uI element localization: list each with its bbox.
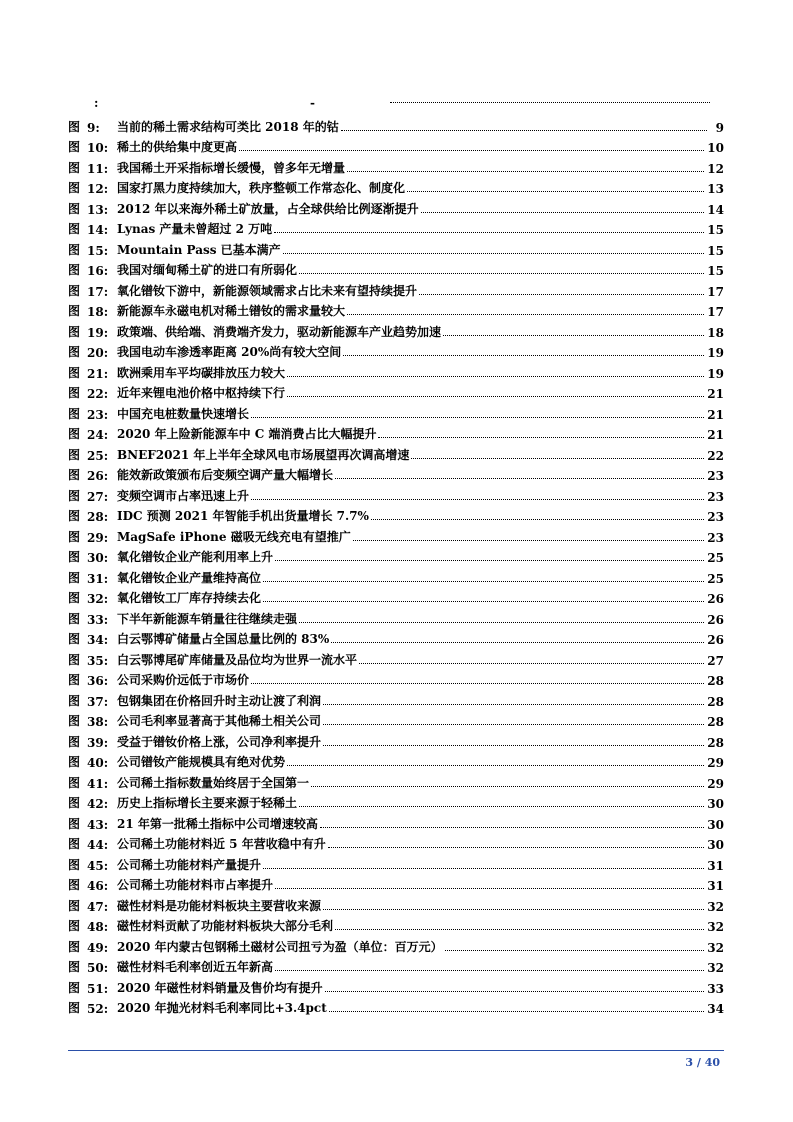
- toc-entry[interactable]: [68, 524, 724, 545]
- page-ref: 13: [707, 182, 724, 196]
- figure-title: 历史上指标增长主要来源于轻稀土: [117, 796, 298, 810]
- toc-entry[interactable]: [68, 135, 724, 156]
- page-ref: 30: [707, 838, 724, 852]
- figure-prefix: 图: [68, 796, 81, 810]
- figure-prefix: 图: [68, 324, 81, 339]
- toc-entry[interactable]: [68, 176, 724, 197]
- dot-leader: [323, 724, 704, 725]
- toc-entry[interactable]: [68, 709, 724, 730]
- page-ref: 17: [707, 305, 724, 319]
- dot-leader: [419, 294, 704, 295]
- figure-number: 36:: [87, 674, 109, 688]
- page-ref: 28: [707, 735, 724, 750]
- figure-prefix: 图: [68, 775, 81, 790]
- figure-title: 变频空调市占率迅速上升: [117, 488, 250, 503]
- figure-prefix: 图: [68, 365, 81, 380]
- figure-title: 公司毛利率显著高于其他稀土相关公司: [117, 714, 322, 728]
- page-ref: 29: [707, 756, 724, 770]
- figure-title: 白云鄂博矿储量占全国总量比例的 83%: [117, 632, 330, 646]
- header-colon: :: [94, 96, 99, 110]
- figure-number: 41:: [87, 776, 109, 791]
- figure-number: 18:: [87, 305, 109, 319]
- figure-number: 37:: [87, 694, 109, 709]
- figure-prefix: 图: [68, 693, 81, 708]
- figure-prefix: 图: [68, 755, 81, 769]
- page-ref: 29: [707, 776, 724, 791]
- figure-number: 11:: [87, 161, 109, 176]
- toc-entry[interactable]: [68, 606, 724, 627]
- figure-number: 21:: [87, 366, 109, 381]
- dot-leader: [287, 765, 704, 766]
- figure-number: 52:: [87, 1002, 109, 1016]
- page-ref: 14: [707, 202, 724, 217]
- figure-number: 16:: [87, 264, 109, 278]
- page-ref: 9: [715, 120, 724, 135]
- figure-prefix: 图: [68, 652, 81, 667]
- figure-prefix: 图: [68, 837, 81, 851]
- figure-number: 26:: [87, 469, 109, 483]
- figure-title: 氧化镨钕下游中，新能源领域需求占比未来有望持续提升: [117, 283, 418, 298]
- page-ref: 27: [707, 653, 724, 668]
- dot-leader: [239, 150, 704, 151]
- figure-prefix: 图: [68, 386, 81, 400]
- figure-title: 能效新政策颁布后变频空调产量大幅增长: [117, 468, 334, 482]
- footer-rule: [68, 1050, 724, 1051]
- page-ref: 23: [707, 489, 724, 504]
- figure-title: 公司稀土指标数量始终居于全国第一: [117, 775, 310, 790]
- figure-prefix: 图: [68, 447, 81, 462]
- figure-number: 51:: [87, 981, 109, 996]
- figure-title: 氧化镨钕企业产量维持高位: [117, 570, 262, 585]
- toc-entry[interactable]: [68, 401, 724, 422]
- page-ref: 25: [707, 571, 724, 586]
- figure-prefix: 图: [68, 509, 81, 523]
- figure-title: 稀土的供给集中度更高: [117, 140, 238, 154]
- figure-number: 45:: [87, 858, 109, 873]
- figure-number: 48:: [87, 920, 109, 934]
- figure-number: 10:: [87, 141, 109, 155]
- toc-entry[interactable]: [68, 586, 724, 607]
- figure-number: 22:: [87, 387, 109, 401]
- page-ref: 32: [707, 940, 724, 955]
- dot-leader: [263, 868, 704, 869]
- dot-leader: [275, 560, 704, 561]
- page-ref: 19: [707, 366, 724, 381]
- dot-leader: [335, 929, 704, 930]
- figure-title: 2020 年抛光材料毛利率同比+3.4pct: [117, 1001, 327, 1015]
- figure-number: 12:: [87, 182, 109, 196]
- figure-number: 9:: [87, 120, 100, 135]
- dot-leader: [335, 478, 704, 479]
- toc-entry[interactable]: [68, 955, 724, 976]
- figure-prefix: 图: [68, 283, 81, 298]
- figure-prefix: 图: [68, 734, 81, 749]
- figure-title: 包钢集团在价格回升时主动让渡了利润: [117, 693, 322, 708]
- figure-number: 14:: [87, 223, 109, 237]
- toc-entry[interactable]: [68, 155, 724, 176]
- toc-entry[interactable]: [68, 934, 724, 955]
- toc-entry[interactable]: [68, 791, 724, 812]
- toc-entry[interactable]: [68, 504, 724, 525]
- figure-number: 47:: [87, 899, 109, 914]
- figure-title: 新能源车永磁电机对稀土镨钕的需求量较大: [117, 304, 346, 318]
- figure-prefix: 图: [68, 857, 81, 872]
- figure-title: 我国稀土开采指标增长缓慢，曾多年无增量: [117, 160, 346, 175]
- figure-number: 19:: [87, 325, 109, 340]
- page-ref: 28: [707, 694, 724, 709]
- figure-prefix: 图: [68, 201, 81, 216]
- page-ref: 12: [707, 161, 724, 176]
- figure-number: 34:: [87, 633, 109, 647]
- figure-number: 31:: [87, 571, 109, 586]
- page-ref: 32: [707, 899, 724, 914]
- figure-number: 44:: [87, 838, 109, 852]
- truncated-header-line: [94, 96, 714, 110]
- toc-entry[interactable]: [68, 483, 724, 504]
- page-ref: 26: [707, 592, 724, 606]
- toc-entry[interactable]: [68, 319, 724, 340]
- page-ref: 31: [707, 879, 724, 893]
- figure-prefix: 图: [68, 898, 81, 913]
- toc-entry[interactable]: [68, 975, 724, 996]
- figure-number: 33:: [87, 612, 109, 627]
- toc-entry[interactable]: [68, 545, 724, 566]
- page-ref: 17: [707, 284, 724, 299]
- figure-number: 43:: [87, 817, 109, 832]
- figure-number: 32:: [87, 592, 109, 606]
- header-dash: -: [310, 96, 315, 110]
- figure-title: 公司稀土功能材料产量提升: [117, 857, 262, 872]
- dot-leader: [283, 253, 705, 254]
- figure-number: 25:: [87, 448, 109, 463]
- dot-leader: [251, 683, 704, 684]
- page-ref: 30: [707, 797, 724, 811]
- figure-prefix: 图: [68, 468, 81, 482]
- dot-leader: [287, 376, 704, 377]
- toc-entry[interactable]: [68, 647, 724, 668]
- dot-leader: [359, 663, 704, 664]
- figure-title: 2012 年以来海外稀土矿放量，占全球供给比例逐渐提升: [117, 201, 419, 216]
- toc-entry[interactable]: [68, 422, 724, 443]
- dot-leader: [311, 786, 704, 787]
- figure-title: 我国对缅甸稀土矿的进口有所弱化: [117, 263, 298, 277]
- page-ref: 19: [707, 346, 724, 360]
- page-ref: 32: [707, 961, 724, 975]
- dot-leader: [347, 314, 704, 315]
- page-ref: 34: [707, 1002, 724, 1016]
- page-ref: 21: [707, 407, 724, 422]
- dot-leader: [347, 171, 704, 172]
- page-ref: 21: [707, 428, 724, 442]
- figure-number: 38:: [87, 715, 109, 729]
- toc-entry[interactable]: [68, 565, 724, 586]
- figure-number: 49:: [87, 940, 109, 955]
- dot-leader: [323, 909, 704, 910]
- figure-number: 23:: [87, 407, 109, 422]
- toc-entry[interactable]: [68, 237, 724, 258]
- figure-prefix: 图: [68, 816, 81, 831]
- dot-leader: [353, 540, 705, 541]
- page-ref: 22: [707, 448, 724, 463]
- figure-prefix: 图: [68, 529, 81, 544]
- toc-entry[interactable]: [68, 893, 724, 914]
- page-ref: 10: [707, 141, 724, 155]
- dot-leader: [299, 273, 704, 274]
- figure-number: 46:: [87, 879, 109, 893]
- figure-prefix: 图: [68, 673, 81, 687]
- figure-title: 2020 年上险新能源车中 C 端消费占比大幅提升: [117, 427, 377, 441]
- page-ref: 23: [707, 469, 724, 483]
- dot-leader: [323, 704, 704, 705]
- toc-entry[interactable]: [68, 832, 724, 853]
- figure-title: Lynas 产量未曾超过 2 万吨: [117, 222, 273, 236]
- dot-leader: [320, 827, 704, 828]
- page-ref: 25: [707, 551, 724, 565]
- figure-prefix: 图: [68, 222, 81, 236]
- toc-entry[interactable]: [68, 914, 724, 935]
- figure-title: 当前的稀土需求结构可类比 2018 年的钴: [117, 119, 339, 134]
- page-ref: 15: [707, 223, 724, 237]
- figure-title: 近年来锂电池价格中枢持续下行: [117, 386, 286, 400]
- figure-title: 我国电动车渗透率距离 20%尚有较大空间: [117, 345, 342, 359]
- dot-leader: [325, 991, 705, 992]
- dot-leader: [341, 130, 707, 131]
- figure-number: 29:: [87, 530, 109, 545]
- figure-title: 政策端、供给端、消费端齐发力，驱动新能源车产业趋势加速: [117, 324, 442, 339]
- dot-leader: [329, 1011, 705, 1012]
- figure-prefix: 图: [68, 878, 81, 892]
- figure-number: 28:: [87, 510, 109, 524]
- figure-number: 40:: [87, 756, 109, 770]
- dot-leader: [445, 950, 705, 951]
- figure-title: BNEF2021 年上半年全球风电市场展望再次调高增速: [117, 447, 410, 462]
- dot-leader: [407, 191, 704, 192]
- page-ref: 28: [707, 674, 724, 688]
- page-ref: 31: [707, 858, 724, 873]
- dot-leader: [343, 355, 704, 356]
- figure-number: 50:: [87, 961, 109, 975]
- toc-entry[interactable]: [68, 381, 724, 402]
- dot-leader: [263, 601, 704, 602]
- toc-entry[interactable]: [68, 463, 724, 484]
- dot-leader: [443, 335, 704, 336]
- figure-prefix: 图: [68, 304, 81, 318]
- figure-list: [68, 114, 724, 1016]
- page-ref: 18: [707, 325, 724, 340]
- dot-leader: [263, 581, 704, 582]
- figure-number: 27:: [87, 489, 109, 504]
- figure-title: Mountain Pass 已基本满产: [117, 242, 281, 257]
- figure-title: 磁性材料是功能材料板块主要营收来源: [117, 898, 322, 913]
- page-ref: 33: [707, 981, 724, 996]
- toc-entry[interactable]: [68, 729, 724, 750]
- figure-title: 受益于镨钕价格上涨，公司净利率提升: [117, 734, 322, 749]
- toc-entry[interactable]: [68, 278, 724, 299]
- dot-leader: [371, 519, 704, 520]
- figure-number: 39:: [87, 735, 109, 750]
- figure-prefix: 图: [68, 242, 81, 257]
- toc-entry[interactable]: [68, 114, 724, 135]
- figure-number: 42:: [87, 797, 109, 811]
- figure-prefix: 图: [68, 181, 81, 195]
- dot-leader: [275, 888, 704, 889]
- toc-entry[interactable]: [68, 299, 724, 320]
- figure-number: 30:: [87, 551, 109, 565]
- toc-entry[interactable]: [68, 750, 724, 771]
- figure-prefix: 图: [68, 140, 81, 154]
- figure-prefix: 图: [68, 345, 81, 359]
- figure-prefix: 图: [68, 919, 81, 933]
- figure-prefix: 图: [68, 119, 81, 134]
- toc-entry[interactable]: [68, 442, 724, 463]
- dot-leader: [274, 232, 704, 233]
- figure-title: MagSafe iPhone 磁吸无线充电有望推广: [117, 529, 351, 544]
- page-ref: 28: [707, 715, 724, 729]
- figure-prefix: 图: [68, 611, 81, 626]
- figure-number: 17:: [87, 284, 109, 299]
- figure-title: 磁性材料贡献了功能材料板块大部分毛利: [117, 919, 334, 933]
- toc-entry[interactable]: [68, 996, 724, 1017]
- page-ref: 23: [707, 510, 724, 524]
- figure-prefix: 图: [68, 980, 81, 995]
- page-ref: 21: [707, 387, 724, 401]
- figure-prefix: 图: [68, 1001, 81, 1015]
- figure-prefix: 图: [68, 591, 81, 605]
- figure-number: 35:: [87, 653, 109, 668]
- toc-entry[interactable]: [68, 196, 724, 217]
- dot-leader: [323, 745, 704, 746]
- dot-leader: [251, 417, 704, 418]
- dot-leader: [331, 642, 704, 643]
- figure-title: IDC 预测 2021 年智能手机出货量增长 7.7%: [117, 509, 369, 523]
- toc-entry[interactable]: [68, 340, 724, 361]
- page-ref: 32: [707, 920, 724, 934]
- dot-leader: [299, 806, 704, 807]
- toc-entry[interactable]: [68, 360, 724, 381]
- figure-title: 公司稀土功能材料近 5 年营收稳中有升: [117, 837, 326, 851]
- figure-prefix: 图: [68, 570, 81, 585]
- figure-number: 13:: [87, 202, 109, 217]
- toc-entry[interactable]: [68, 668, 724, 689]
- figure-title: 磁性材料毛利率创近五年新高: [117, 960, 274, 974]
- figure-title: 白云鄂博尾矿库储量及品位均为世界一流水平: [117, 652, 358, 667]
- figure-title: 氧化镨钕工厂库存持续去化: [117, 591, 262, 605]
- figure-prefix: 图: [68, 714, 81, 728]
- page-ref: 26: [707, 612, 724, 627]
- figure-title: 公司采购价远低于市场价: [117, 673, 250, 687]
- figure-title: 中国充电桩数量快速增长: [117, 406, 250, 421]
- page-number: 3 / 40: [685, 1056, 720, 1069]
- figure-prefix: 图: [68, 406, 81, 421]
- figure-number: 20:: [87, 346, 109, 360]
- toc-entry[interactable]: [68, 217, 724, 238]
- figure-title: 氧化镨钕企业产能利用率上升: [117, 550, 274, 564]
- toc-entry[interactable]: [68, 688, 724, 709]
- dot-leader: [287, 396, 704, 397]
- figure-prefix: 图: [68, 488, 81, 503]
- figure-prefix: 图: [68, 550, 81, 564]
- toc-entry[interactable]: [68, 258, 724, 279]
- dot-leader: [275, 970, 704, 971]
- dot-leader: [299, 622, 704, 623]
- toc-entry[interactable]: [68, 627, 724, 648]
- figure-title: 公司稀土功能材料市占率提升: [117, 878, 274, 892]
- figure-number: 24:: [87, 428, 109, 442]
- page-ref: 30: [707, 817, 724, 832]
- figure-number: 15:: [87, 243, 109, 258]
- figure-prefix: 图: [68, 939, 81, 954]
- figure-title: 国家打黑力度持续加大，秩序整顿工作常态化、制度化: [117, 181, 406, 195]
- figure-prefix: 图: [68, 160, 81, 175]
- figure-prefix: 图: [68, 632, 81, 646]
- figure-title: 2020 年磁性材料销量及售价均有提升: [117, 980, 323, 995]
- dot-leader: [328, 847, 705, 848]
- figure-title: 21 年第一批稀土指标中公司增速较高: [117, 816, 318, 831]
- page-ref: 23: [707, 530, 724, 545]
- toc-entry[interactable]: [68, 770, 724, 791]
- dot-leader: [251, 499, 704, 500]
- dot-leader: [411, 458, 704, 459]
- figure-title: 2020 年内蒙古包钢稀土磁材公司扭亏为盈（单位：百万元）: [117, 939, 443, 954]
- dot-leader: [378, 437, 704, 438]
- figure-title: 下半年新能源车销量往往继续走强: [117, 611, 298, 626]
- page-ref: 26: [707, 633, 724, 647]
- figure-prefix: 图: [68, 960, 81, 974]
- figure-title: 公司镨钕产能规模具有绝对优势: [117, 755, 286, 769]
- figure-prefix: 图: [68, 263, 81, 277]
- toc-entry[interactable]: [68, 873, 724, 894]
- figure-title: 欧洲乘用车平均碳排放压力较大: [117, 365, 286, 380]
- dot-leader: [421, 212, 705, 213]
- toc-entry[interactable]: [68, 811, 724, 832]
- page-ref: 15: [707, 243, 724, 258]
- figure-prefix: 图: [68, 427, 81, 441]
- toc-entry[interactable]: [68, 852, 724, 873]
- header-leader-dots: [390, 102, 710, 103]
- page-ref: 15: [707, 264, 724, 278]
